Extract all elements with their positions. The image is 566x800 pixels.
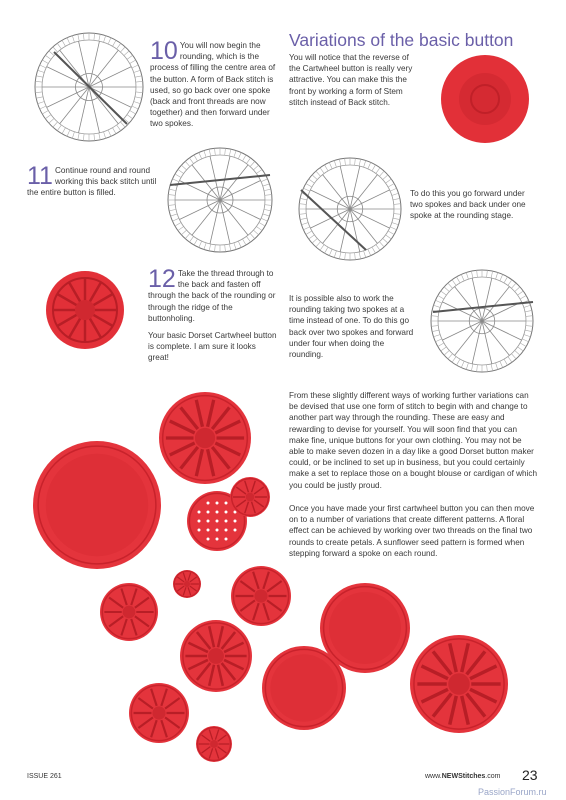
finished-button-photo	[45, 270, 125, 350]
step11-text: Continue round and round working this back stitch until the entire button is filled.	[27, 166, 157, 198]
step11-number: 11	[27, 162, 53, 190]
reverse-button-photo	[440, 54, 530, 144]
watermark: PassionForum.ru	[478, 787, 547, 797]
step12-number: 12	[148, 265, 176, 293]
diagram-step10	[32, 30, 147, 145]
variations-title: Variations of the basic button	[289, 30, 514, 50]
red-button	[33, 441, 161, 569]
variations-para1: From these slightly different ways of working further variations can be devised that use one form of stitch to begin with and change to another part way through the rounding. These are easy and rewarding to devise for yourself. You will soon find that you can make fine, unique buttons for your own clothing. You may not be able to make seven dozen in a day like a good Dorset button maker could, or be inclined to set up in business, but you could certainly make a set to replace those on a bought blouse or cardigan of which you could be justly proud.	[289, 391, 538, 490]
step12-complete: Your basic Dorset Cartwheel button is complete. I am sure it looks great!	[148, 331, 277, 363]
diagram-two-spokes	[428, 267, 536, 375]
red-button	[129, 683, 189, 743]
red-button	[262, 646, 346, 730]
button-collection-photo	[30, 388, 540, 763]
step12-block	[148, 265, 278, 364]
red-button	[231, 566, 291, 626]
two-spokes-text: It is possible also to work the rounding taking two spokes at a time instead of one. To do this go back over two spokes and forward under four when doing the rounding.	[289, 294, 414, 360]
variations-intro: You will notice that the reverse of the Cartwheel button is really very attractive. You can make this the front by working a form of Stem stitch instead of Back stitch.	[289, 53, 413, 107]
red-button	[159, 392, 251, 484]
red-button	[196, 726, 232, 762]
variations-para2: Once you have made your first cartwheel button you can then move on to a number of variations that create different patterns. A floral effect can be achieved by working over two threads on the final two rounds to create petals. A sunflower seed pattern is formed when stepping forward a spoke on each round.	[289, 504, 535, 558]
red-button	[173, 570, 201, 598]
step12-text: Take the thread through to the back and fasten off through the back of the rounding or through the ridge of the buttonholing.	[148, 269, 276, 323]
cartwheel-diagram	[431, 270, 533, 372]
step10-text: You will now begin the rounding, which is the process of filling the centre area of the button. A form of Back stitch is used, so go back over one spoke (back and front threads are now together) and then forward under two spokes.	[150, 41, 276, 129]
red-button	[100, 583, 158, 641]
diagram-step11	[165, 145, 275, 255]
page-number: 23	[522, 767, 538, 783]
forward-text: To do this you go forward under two spokes and back under one spoke at the rounding stage.	[410, 189, 526, 221]
red-button	[410, 635, 508, 733]
step10-number: 10	[150, 37, 178, 65]
issue-label: ISSUE 261	[27, 773, 62, 780]
cartwheel-diagram	[299, 158, 401, 260]
site-url: www.NEWStitches.com	[425, 773, 501, 780]
red-button	[180, 620, 252, 692]
red-button	[230, 477, 270, 517]
step11-block	[27, 162, 162, 199]
step10-block	[150, 37, 278, 130]
diagram-forward	[296, 155, 404, 263]
cartwheel-diagram	[168, 148, 272, 252]
